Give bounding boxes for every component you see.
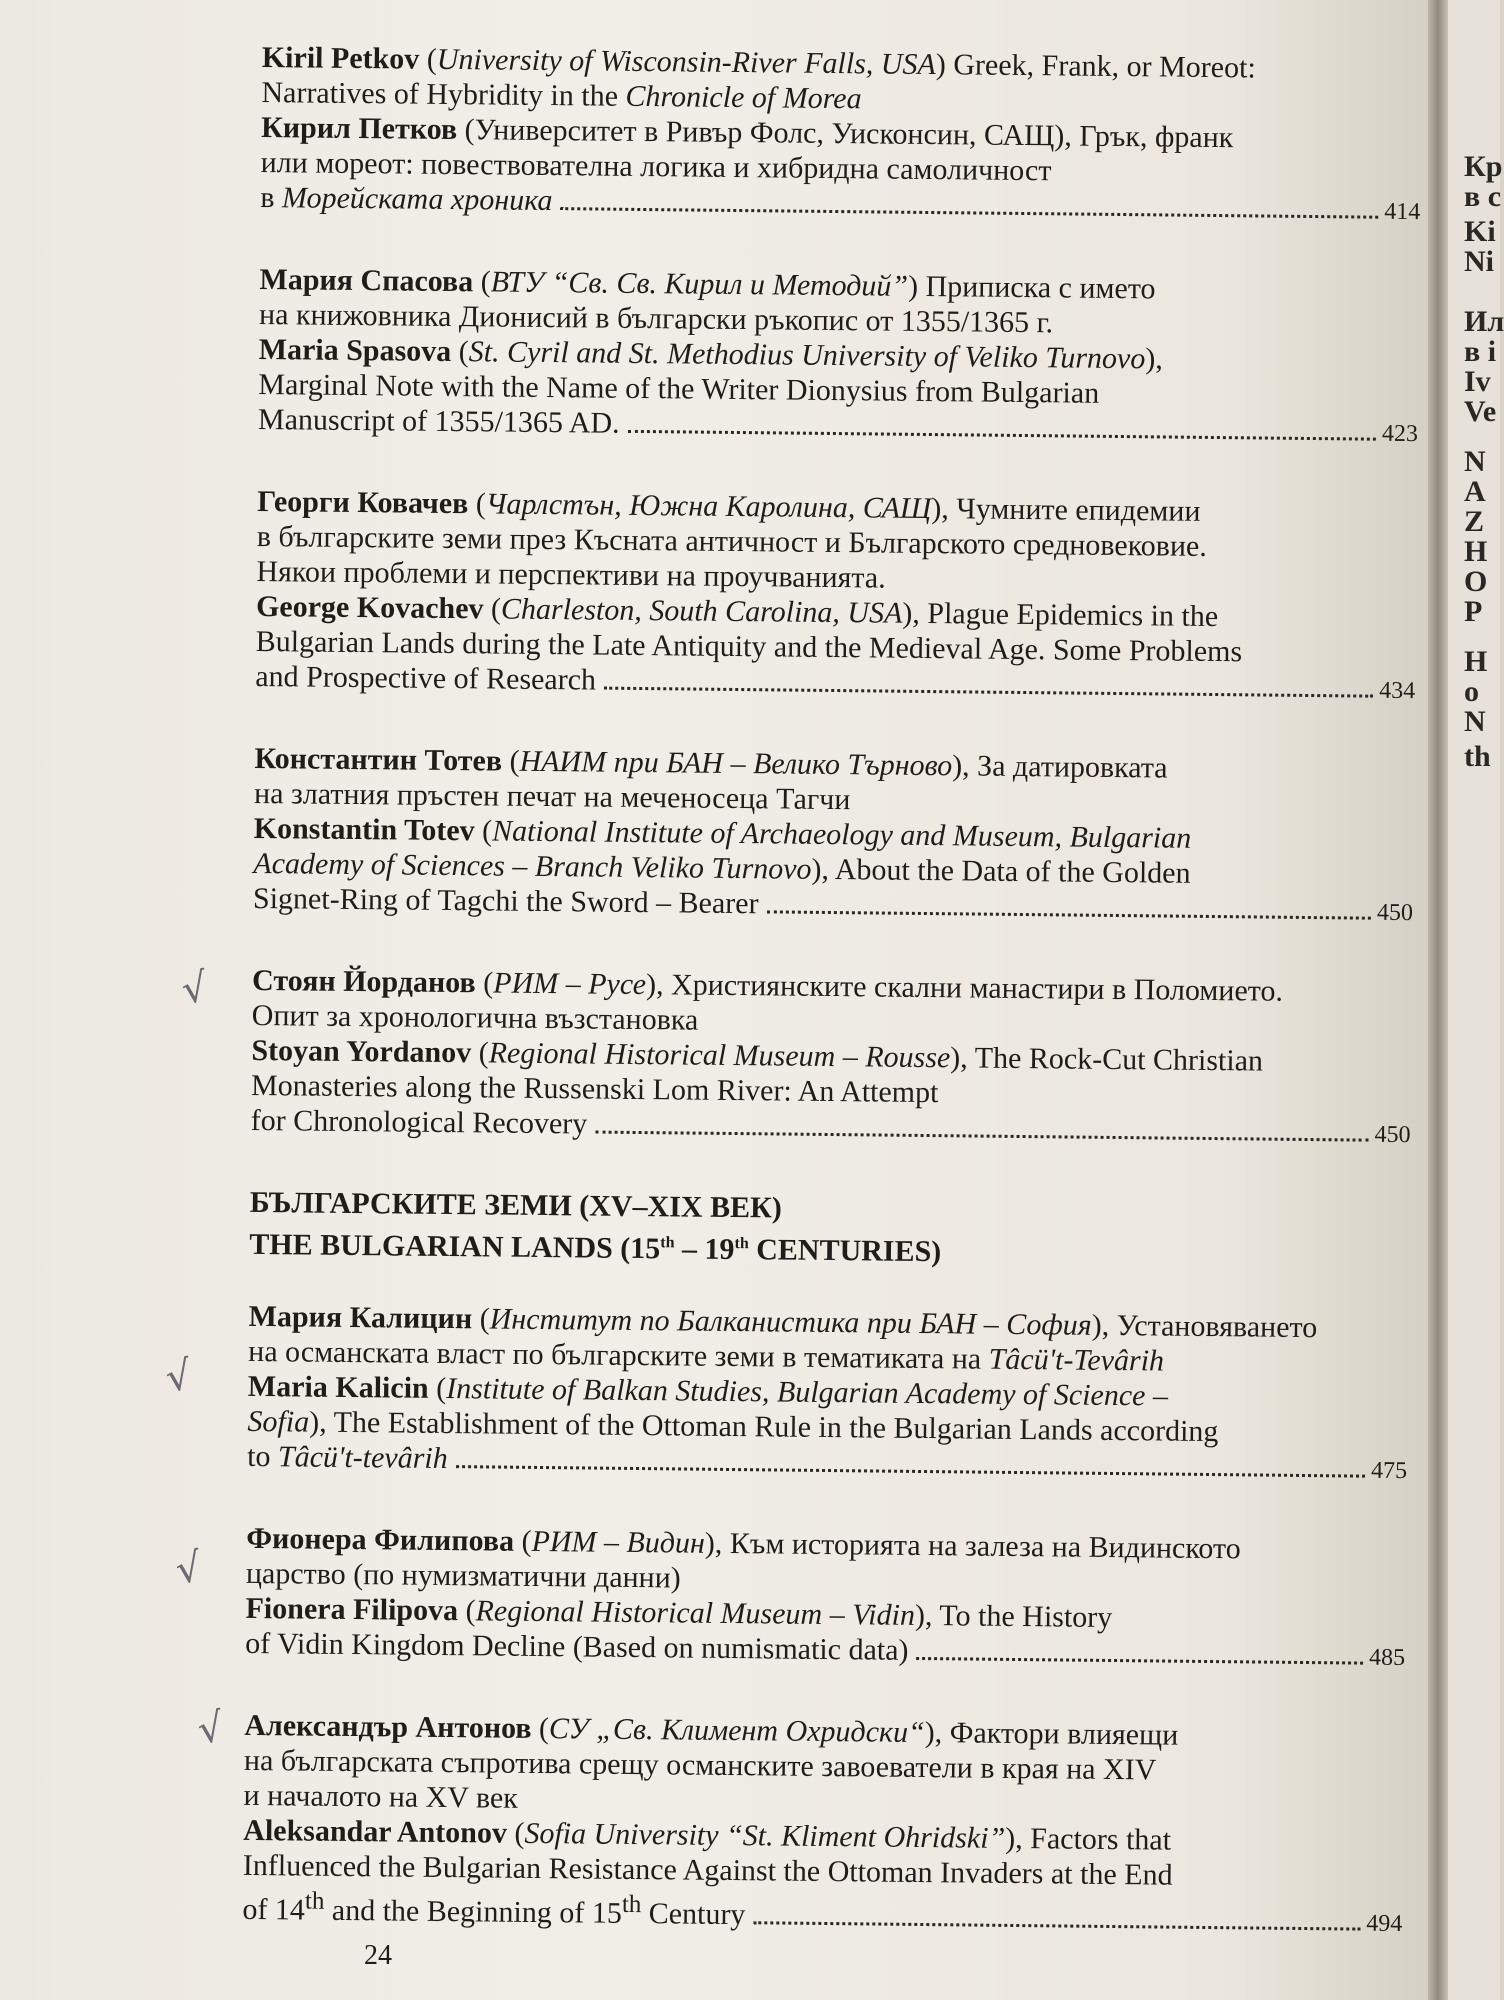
author-name: George Kovachev bbox=[255, 589, 484, 626]
author-name: Aleksandar Antonov bbox=[243, 1813, 508, 1850]
affiliation: University of Wisconsin-River Falls, USA bbox=[436, 42, 937, 82]
title-text: на златния пръстен печат на меченосеца Тагчи bbox=[253, 776, 851, 817]
title-text: Някои проблеми и перспективи на проучванията. bbox=[256, 554, 886, 595]
paren: ( bbox=[428, 1371, 447, 1406]
dot-leader bbox=[628, 430, 1376, 441]
affiliation: Sofia University “St. Kliment Ohridski” bbox=[524, 1816, 1006, 1855]
right-page-fragment: в с bbox=[1464, 180, 1502, 213]
title-text: Signet-Ring of Tagchi the Sword – Bearer bbox=[252, 881, 759, 921]
title-text: ), Factors that bbox=[1005, 1821, 1172, 1857]
book-page-right-edge bbox=[1448, 0, 1504, 2000]
title-text: в bbox=[260, 180, 283, 215]
right-page-fragment: th bbox=[1464, 740, 1491, 773]
author-name: Fionera Filipova bbox=[245, 1591, 459, 1628]
title-text bbox=[258, 402, 620, 441]
entry-page-number: 475 bbox=[1370, 1457, 1408, 1485]
section-title-bg: БЪЛГАРСКИТЕ ЗЕМИ (XV–XIX ВЕК) bbox=[249, 1185, 783, 1225]
right-page-fragment: H bbox=[1464, 645, 1488, 678]
title-italic: Tâcü't-Tevârih bbox=[988, 1342, 1165, 1378]
entry-page-number: 450 bbox=[1374, 1121, 1411, 1149]
toc-entry bbox=[260, 40, 1422, 230]
author-name: Мария Спасова bbox=[259, 262, 474, 299]
title-text bbox=[247, 1439, 448, 1476]
paren: ( bbox=[419, 42, 437, 76]
entry-page-number: 434 bbox=[1379, 677, 1416, 705]
toc-entry bbox=[258, 262, 1420, 452]
paren: ( bbox=[501, 744, 520, 778]
paren: ( bbox=[451, 334, 469, 369]
title-text: Narratives of Hybridity in the bbox=[261, 75, 626, 113]
title-text: Bulgarian Lands during the Late Antiquity and the Medieval Age. Some Problems bbox=[255, 624, 1243, 669]
title-text: ), Чумните епидемии bbox=[931, 492, 1201, 528]
title-text bbox=[260, 180, 553, 218]
title-text: или мореот: повествователна логика и хибридна самоличност bbox=[260, 145, 1052, 188]
table-of-contents bbox=[242, 40, 1422, 1986]
paren: ( bbox=[474, 814, 493, 848]
affiliation: Институт по Балканистика при БАН – София bbox=[489, 1302, 1092, 1342]
right-page-fragment: Ил bbox=[1464, 305, 1504, 338]
title-text: в българските земи през Късната античност и Българското средновековие. bbox=[256, 519, 1207, 563]
author-name: Maria Spasova bbox=[258, 332, 452, 368]
title-text: ) Приписка с името bbox=[907, 269, 1156, 306]
title-text: и началото на XV век bbox=[243, 1778, 518, 1815]
entry-page-number: 414 bbox=[1384, 198, 1421, 226]
title-text: ), The Establishment of the Ottoman Rule in the Bulgarian Lands according bbox=[309, 1405, 1219, 1449]
title-italic: Chronicle of Morea bbox=[625, 79, 862, 116]
toc-entry bbox=[250, 963, 1412, 1153]
page-number: 24 bbox=[364, 1940, 392, 1971]
affiliation: РИМ – Русе bbox=[493, 966, 647, 1002]
title-italic: Tâcü't-tevârih bbox=[277, 1440, 448, 1476]
entry-page-number: 450 bbox=[1376, 899, 1414, 927]
title-italic: Морейската хроника bbox=[281, 181, 553, 218]
dot-leader bbox=[456, 1465, 1365, 1478]
title-text bbox=[242, 1883, 745, 1932]
entry-page-number: 494 bbox=[1366, 1910, 1403, 1938]
toc-entry bbox=[253, 741, 1415, 931]
right-page-fragment: Ki bbox=[1464, 215, 1496, 248]
author-name: Maria Kalicin bbox=[247, 1369, 429, 1405]
title-text: Monasteries along the Russenski Lom River: An Attempt bbox=[250, 1068, 939, 1110]
title-text: ), Към историята на залеза на Видинското bbox=[704, 1526, 1241, 1566]
affiliation: Regional Historical Museum – Rousse bbox=[488, 1036, 951, 1075]
title-text: ), Християнските скални манастири в Поломието. bbox=[645, 968, 1284, 1008]
right-page-fragment: P bbox=[1464, 595, 1483, 628]
title-text bbox=[251, 1103, 588, 1142]
superscript: th bbox=[304, 1887, 325, 1915]
title-text: ), Plague Epidemics in the bbox=[902, 596, 1219, 634]
title-text: and the Beginning of 15 bbox=[324, 1893, 622, 1930]
title-text bbox=[245, 1626, 909, 1668]
author-name: Мария Калицин bbox=[248, 1299, 473, 1336]
right-page-fragment: A bbox=[1464, 475, 1486, 508]
dot-leader bbox=[604, 687, 1373, 698]
dot-leader bbox=[916, 1657, 1363, 1665]
pencil-check-mark: √ bbox=[162, 1352, 196, 1402]
title-text: Influenced the Bulgarian Resistance Against the Ottoman Invaders at the End bbox=[242, 1848, 1173, 1892]
author-name: Kiril Petkov bbox=[261, 40, 420, 76]
title-text: на османската власт по българските земи в тематиката на bbox=[248, 1334, 989, 1376]
book-gutter bbox=[1428, 0, 1448, 2000]
author-name: Александър Антонов bbox=[244, 1708, 532, 1745]
title-text: (Университет в Ривър Фолс, Уисконсин, САЩ), Грък, франк bbox=[456, 113, 1234, 155]
author-name: Кирил Петков bbox=[260, 110, 458, 147]
paren: ( bbox=[472, 1302, 490, 1336]
title-text: Manuscript of 1355/1365 AD. bbox=[257, 402, 620, 440]
paren: ( bbox=[513, 1524, 532, 1558]
title-text: ), За датировката bbox=[951, 749, 1168, 785]
paren: ( bbox=[468, 487, 486, 521]
entry-page-number: 423 bbox=[1381, 420, 1419, 448]
section-heading bbox=[249, 1185, 1410, 1275]
affiliation: РИМ – Видин bbox=[531, 1524, 706, 1560]
title-text: ), Установяването bbox=[1091, 1308, 1318, 1345]
dot-leader bbox=[560, 207, 1378, 219]
section-title-en: THE BULGARIAN LANDS (15th – 19th CENTURIES) bbox=[249, 1227, 942, 1269]
right-page-fragment: Z bbox=[1464, 505, 1485, 538]
paren: ( bbox=[457, 1594, 476, 1628]
title-text: Marginal Note with the Name of the Writer Dionysius from Bulgarian bbox=[258, 367, 1100, 410]
title-text: ), Фактори влияещи bbox=[924, 1716, 1179, 1752]
right-page-fragment: Кр bbox=[1464, 150, 1503, 183]
author-name: Константин Тотев bbox=[254, 741, 503, 778]
title-text: ), About the Data of the Golden bbox=[811, 852, 1191, 890]
affiliation: Institute of Balkan Studies, Bulgarian Academy of Science – bbox=[446, 1372, 1169, 1413]
toc-entry bbox=[242, 1708, 1404, 1942]
author-name: Konstantin Totev bbox=[253, 811, 475, 848]
affiliation: St. Cyril and St. Methodius University of Veliko Turnovo bbox=[468, 335, 1146, 376]
dot-leader bbox=[595, 1131, 1368, 1142]
title-text: на българската съпротива срещу османските завоеватели в края на XIV bbox=[243, 1743, 1157, 1787]
superscript: th bbox=[621, 1890, 642, 1919]
title-text: ) Greek, Frank, or Moreot: bbox=[935, 48, 1256, 85]
title-text: to bbox=[246, 1439, 279, 1474]
title-text: of Vidin Kingdom Decline (Based on numismatic data) bbox=[245, 1626, 909, 1667]
affiliation: Чарлстън, Южна Каролина, САЩ bbox=[485, 487, 932, 526]
title-text: ), The Rock-Cut Christian bbox=[950, 1041, 1264, 1078]
paren: ( bbox=[475, 966, 494, 1000]
entry-page-number: 485 bbox=[1368, 1644, 1406, 1672]
pencil-check-mark: √ bbox=[172, 1544, 206, 1594]
right-page-fragment: в і bbox=[1464, 335, 1497, 368]
title-text: for Chronological Recovery bbox=[250, 1103, 588, 1141]
paren: ( bbox=[471, 1036, 489, 1070]
affiliation: ВТУ “Св. Св. Кирил и Методий” bbox=[490, 265, 909, 303]
title-text: Опит за хронологична възстановка bbox=[251, 998, 699, 1037]
right-page-fragment: O bbox=[1464, 565, 1488, 598]
right-page-fragment: Ve bbox=[1464, 395, 1497, 428]
toc-entry bbox=[245, 1521, 1406, 1676]
title-text: ), bbox=[1145, 342, 1164, 376]
right-page-fragment: Iv bbox=[1464, 365, 1491, 398]
paren: ( bbox=[483, 592, 502, 626]
toc-entries-medieval bbox=[250, 40, 1421, 1153]
title-text bbox=[253, 881, 759, 921]
title-text bbox=[255, 659, 596, 698]
title-text: царство (по нумизматични данни) bbox=[245, 1556, 681, 1595]
pencil-check-mark: √ bbox=[194, 1704, 228, 1754]
toc-entries-ottoman bbox=[242, 1299, 1409, 1942]
dot-leader bbox=[753, 1921, 1360, 1930]
title-text: of 14 bbox=[242, 1892, 306, 1927]
title-italic: Academy of Sciences – Branch Veliko Turnovo bbox=[253, 846, 812, 886]
affiliation: НАИМ при БАН – Велико Търново bbox=[519, 744, 953, 783]
toc-entry bbox=[247, 1299, 1409, 1489]
affiliation: National Institute of Archaeology and Museum, Bulgarian bbox=[491, 814, 1192, 855]
paren: ( bbox=[473, 265, 491, 299]
title-text: на книжовника Дионисий в български ръкопис от 1355/1365 г. bbox=[258, 297, 1054, 340]
pencil-check-mark: √ bbox=[178, 964, 212, 1014]
author-name: Георги Ковачев bbox=[256, 484, 469, 521]
affiliation: СУ „Св. Климент Охридски“ bbox=[548, 1712, 925, 1750]
author-name: Стоян Йорданов bbox=[251, 963, 476, 1000]
affiliation: Regional Historical Museum – Vidin bbox=[475, 1594, 916, 1632]
affiliation: Charleston, South Carolina, USA bbox=[500, 592, 903, 630]
right-page-fragment: N bbox=[1464, 445, 1486, 478]
title-text: and Prospective of Research bbox=[255, 659, 597, 697]
author-name: Фионера Филипова bbox=[246, 1521, 515, 1558]
paren: ( bbox=[531, 1711, 550, 1746]
right-page-fragment: Ni bbox=[1464, 245, 1494, 278]
title-text: Century bbox=[641, 1897, 746, 1932]
dot-leader bbox=[766, 910, 1370, 919]
paren: ( bbox=[506, 1816, 525, 1850]
title-text: ), To the History bbox=[914, 1598, 1113, 1634]
toc-entry bbox=[255, 484, 1417, 709]
author-name: Stoyan Yordanov bbox=[251, 1033, 472, 1070]
right-page-fragment: H bbox=[1464, 535, 1488, 568]
right-page-fragment: N bbox=[1464, 705, 1486, 738]
right-page-fragment: o bbox=[1464, 675, 1479, 708]
title-italic: Sofia bbox=[247, 1404, 310, 1439]
